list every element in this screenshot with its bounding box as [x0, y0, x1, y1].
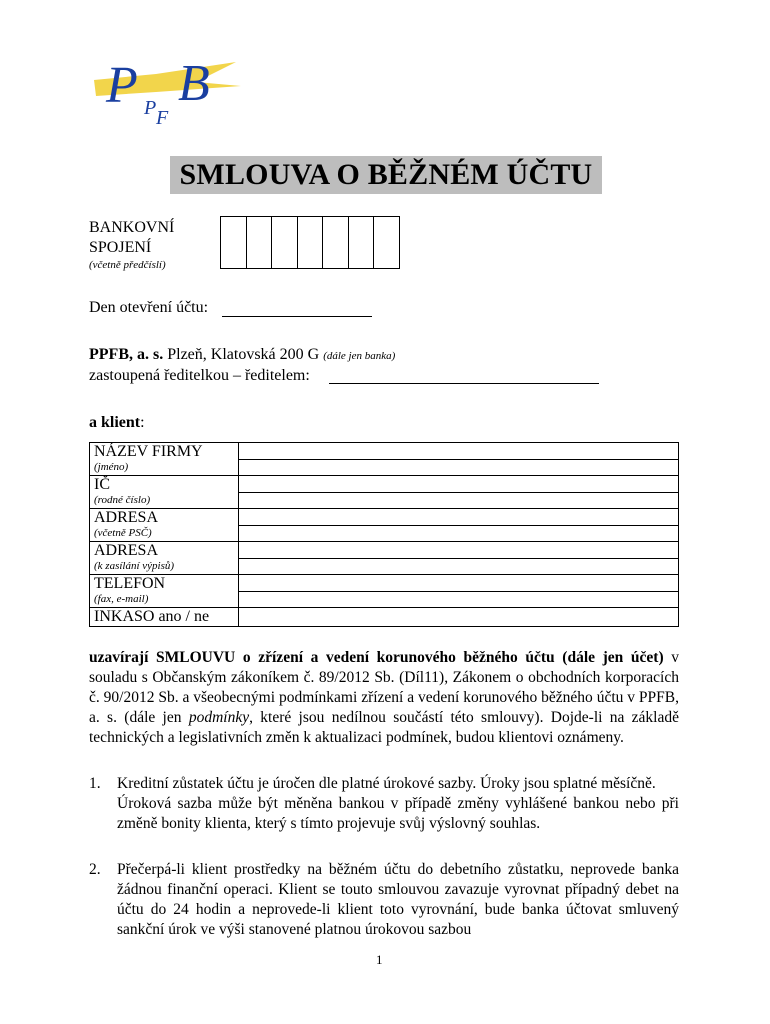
intro-italic: podmínky: [188, 709, 250, 726]
client-colon: :: [140, 414, 145, 431]
table-row: [90, 476, 679, 509]
intro-text-a: v souladu s Občanským zákoníkem č. 89/2012 Sb. (Díl11), Zákonem o obchodních korporacích č. 90/2012 Sb. a všeobecnými podmínkami zřízení a vedení korunového běžného účtu v PPFB, a. s. (dále jen: [89, 649, 679, 726]
logo-letter-small-p: P: [144, 97, 157, 119]
logo-letter-b: B: [178, 55, 210, 112]
client-info-table: [89, 442, 679, 627]
account-digit-cell[interactable]: [323, 217, 349, 268]
client-field-label: ADRESA (včetně PSČ): [90, 509, 239, 542]
bank-note: (dále jen banka): [323, 350, 396, 362]
client-field-label: IČ (rodné číslo): [90, 476, 239, 509]
list-item: [89, 774, 679, 834]
client-heading: [89, 413, 145, 433]
bank-represented-label: zastoupená ředitelkou – ředitelem:: [89, 367, 310, 384]
bank-address: Plzeň, Klatovská 200 G: [167, 346, 320, 363]
opening-date-label: Den otevření účtu:: [89, 299, 209, 316]
intro-text-b: , které jsou nedílnou součástí této smlouvy). Dojde-li na základě technických a legislativních změn k aktualizaci podmínek, budou klientovi oznámeny.: [89, 709, 679, 746]
logo-letter-small-f: F: [156, 107, 169, 126]
logo-letter-p: P: [106, 57, 138, 114]
page-number: 1: [376, 952, 383, 967]
client-field-input[interactable]: [239, 476, 679, 509]
table-row: [90, 443, 679, 476]
logo-graphic: [86, 52, 246, 126]
account-digit-cell[interactable]: [221, 217, 247, 268]
client-field-input[interactable]: [239, 542, 679, 575]
company-logo: [86, 52, 246, 126]
client-field-label: TELEFON (fax, e-mail): [90, 575, 239, 608]
bank-connection-line1: BANKOVNÍ: [89, 219, 175, 236]
bank-name: PPFB, a. s.: [89, 346, 164, 363]
account-digit-cell[interactable]: [349, 217, 375, 268]
bank-connection-note: (včetně předčíslí): [89, 259, 166, 271]
list-item-text: Přečerpá-li klient prostředky na běžném účtu do debetního zůstatku, neprovede banka žádnou finanční operaci. Klient se touto smlouvou zavazuje vyrovnat případný debet na účtu do 24 hodin a neprovede-li klient toto vyrovnání, bude banka účtovat smluvený sankční úrok ve výši stanovené platnou úrokovou sazbou: [117, 861, 679, 938]
representative-field[interactable]: [329, 383, 599, 384]
list-item-text: Kreditní zůstatek účtu je úročen dle platné úrokové sazby. Úroky jsou splatné měsíčně.: [117, 775, 656, 792]
document-title: SMLOUVA O BĚŽNÉM ÚČTU: [170, 156, 602, 194]
list-item-number: 1.: [89, 775, 101, 792]
client-field-input[interactable]: [239, 575, 679, 608]
table-row: [90, 575, 679, 608]
account-number-grid[interactable]: [220, 216, 400, 269]
intro-paragraph: [89, 648, 679, 748]
account-digit-cell[interactable]: [298, 217, 324, 268]
bank-connection-line2: SPOJENÍ: [89, 239, 152, 256]
bank-info: [89, 345, 689, 386]
account-digit-cell[interactable]: [272, 217, 298, 268]
client-field-input[interactable]: [239, 443, 679, 476]
bank-connection-label: [89, 218, 174, 272]
account-digit-cell[interactable]: [247, 217, 273, 268]
client-field-label: INKASO ano / ne: [90, 608, 239, 627]
list-item: [89, 860, 679, 940]
client-field-input[interactable]: [239, 509, 679, 542]
table-row: [90, 542, 679, 575]
list-item-number: 2.: [89, 861, 101, 878]
client-field-input[interactable]: [239, 608, 679, 627]
table-row: [90, 509, 679, 542]
client-field-label: NÁZEV FIRMY (jméno): [90, 443, 239, 476]
client-label: a klient: [89, 414, 141, 431]
account-digit-cell[interactable]: [374, 217, 399, 268]
opening-date-field[interactable]: [222, 316, 372, 317]
table-row: [90, 608, 679, 627]
intro-bold: uzavírají SMLOUVU o zřízení a vedení korunového běžného účtu (dále jen účet): [89, 649, 664, 666]
client-field-label: ADRESA (k zasílání výpisů): [90, 542, 239, 575]
list-item-text2: Úroková sazba může být měněna bankou v případě změny vyhlášené bankou nebo při změně bonity klienta, který s tímto projevuje svůj výslovný souhlas.: [117, 795, 679, 832]
opening-date-row: [89, 298, 208, 318]
